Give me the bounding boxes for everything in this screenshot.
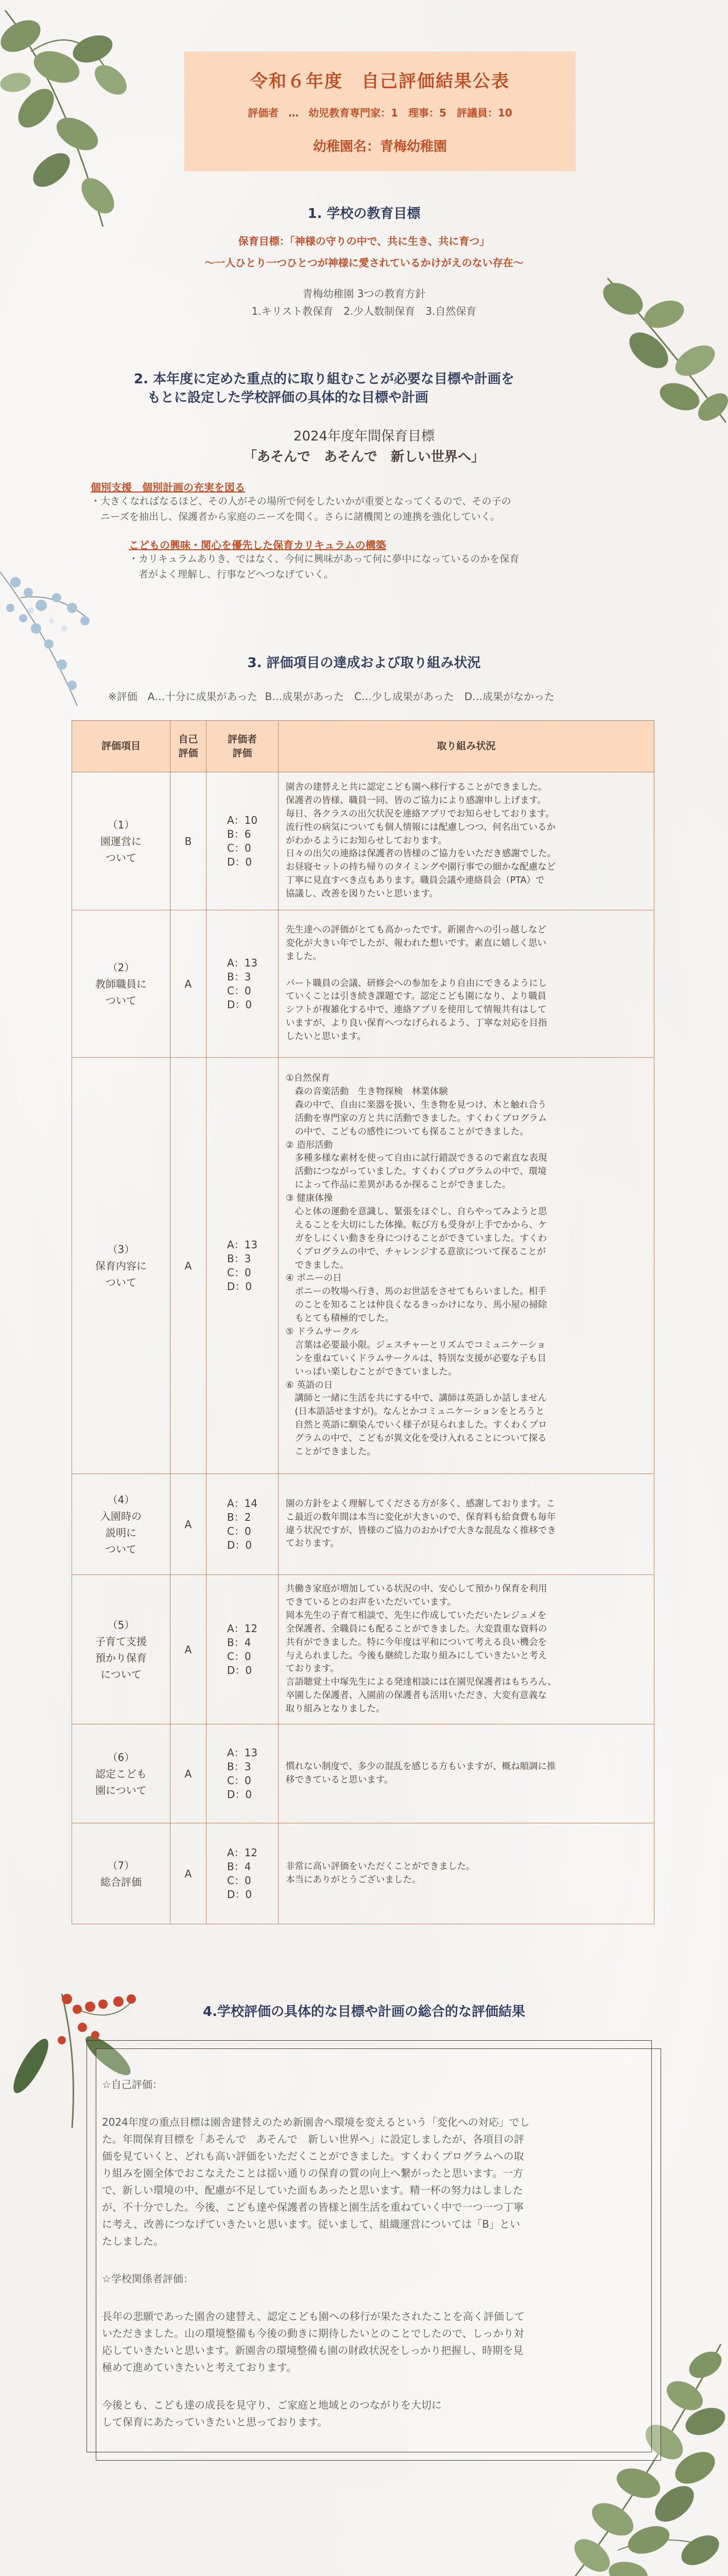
focus1-title: 個別支援 個別計画の充実を図る — [91, 481, 245, 494]
evaluator-counts: A：14 B：2 C：0 D：0 — [206, 1474, 279, 1575]
table-row — [72, 772, 654, 910]
self-evaluation: A — [170, 1724, 206, 1823]
childcare-goal-subtitle: ～一人ひとり一つひとつが神様に愛されているかけがえのない存在～ — [204, 257, 524, 269]
table-row — [72, 1724, 654, 1823]
header-box — [184, 52, 576, 171]
evaluators-detail: 幼児教育専門家：1 理事：5 評議員：10 — [308, 107, 512, 119]
table-row — [72, 910, 654, 1058]
evaluation-legend: ※評価 A…十分に成果があった B…成果があった C…少し成果があった D…成果がなかった — [108, 690, 555, 703]
focus2-title: こどもの興味・関心を優先した保育カリキュラムの構築 — [129, 539, 386, 551]
blue-flower-decoration — [0, 562, 103, 711]
focus1-text: ・大きくなればなるほど、その人がその場所で何をしたいかが重要となってくるので、その子の ニーズを抽出し、保護者から家庭のニーズを聞く。さらに諸機関との連携を強化していく。 — [91, 496, 511, 523]
eval-item: （4） 入園時の 説明に ついて — [72, 1474, 170, 1575]
table-row — [72, 1474, 654, 1575]
self-evaluation: A — [170, 1474, 206, 1575]
self-evaluation: A — [170, 1058, 206, 1474]
effort-status: 先生達への評価がとても高かったです。新園舎への引っ越しなど 変化が大きい年でしたが、報われた想いです。素直に嬉しく思い ました。 パート職員の会議、研修会への参加をより自由にできるようにし ていくことは引き続き課題です。認定こども園になり、より職員 シフトが複雑化する中で、連絡アプリを使用して情報共有はして いますが、より良い保育へつなげられるよう、丁寧な対応を目指 したいと思います。 — [279, 910, 654, 1058]
effort-status: 慣れない制度で、多少の混乱を感じる方もいますが、概ね順調に推 移できていると思います。 — [279, 1724, 654, 1823]
section4-heading: 4.学校評価の具体的な目標や計画の総合的な評価結果 — [203, 2004, 525, 2020]
self-evaluation: A — [170, 910, 206, 1058]
table-header-row — [72, 721, 654, 772]
page-title: 令和６年度 自己評価結果公表 — [250, 71, 510, 92]
eval-item: （2） 教師職員に ついて — [72, 910, 170, 1058]
section1-heading: 1. 学校の教育目標 — [307, 206, 421, 222]
policy-title: 青梅幼稚園 3つの教育方針 — [302, 287, 426, 300]
header-evaluator-eval: 評価者 評価 — [206, 721, 279, 772]
school-name: 幼稚園名：青梅幼稚園 — [313, 139, 447, 155]
eval-item: （6） 認定こども 園について — [72, 1724, 170, 1823]
section2-heading: 2. 本年度に定めた重点的に取り組むことが必要な目標や計画を もとに設定した学校評価の具体的な目標や計画 — [134, 371, 515, 406]
section3-heading: 3. 評価項目の達成および取り組み状況 — [247, 655, 481, 671]
self-eval-text: 2024年度の重点目標は園舎建替えのため新園舎へ環境を変えるという「変化への対応」でし た。年間保育目標を「あそんで あそんで 新しい世界へ」に設定しましたが、各項目の評 価を見ていくと、どれも高い評価をいただくことができました。すくわくプログラムへの取 り組みを園全体でおこなえたことは揺い通りの保育の質の向上へ繋がったと思います。一方 で、新しい環境の中、配慮が不足していた面もあったと思います。精一杯の努力はしました が、不十分でした。今後、こども達や保護者の皆様と園生活を重ねていく中で一つ一つ丁寧 に考え、改善につなげていきたいと思います。従いまして、組織運営については「B」とい たしました。 — [102, 2116, 530, 2247]
eval-item: （3） 保育内容に ついて — [72, 1058, 170, 1474]
evaluation-table — [72, 720, 654, 1924]
effort-status: 園舎の建替えと共に認定こども園へ移行することができました。 保護者の皆様、職員一同、皆のご協力により感謝申し上げます。 毎日、各クラスの出欠状況を連絡アプリでお知らせしております。 流行性の病気についても個人情報には配慮しつつ、何名出ているか がわかるようにお知らせしております。 日々の出欠の連絡は保護者の皆様のご協力をいただき感謝でした。 お昼寝セットの持ち帰りのタイミングや園行事での細かな配慮など 丁寧に見直すべき点もあります。職員会議や連絡員会（PTA）で 協議し、改善を図りたいと思います。 — [279, 772, 654, 910]
eval-item: （1） 園運営に ついて — [72, 772, 170, 910]
evaluator-counts: A：10 B：6 C：0 D：0 — [206, 772, 279, 910]
effort-status: 共働き家庭が増加している状況の中、安心して預かり保育を利用 できているとのお声をいただいています。 岡本先生の子育て相談で、先生に作成していただいたレジュメを 全保護者、全職員にも配ることができました。大変貴重な資料の 共有ができました。特に今年度は平和について考える良い機会を 与えられました。今後も継続した取り組みにしていきたいと考え ております。 言語聴覚士中塚先生による発達相談には在園児保護者はもちろん、 卒園した保護者、入園前の保護者も活用いただき、大変有意義な 取り組みとなりました。 — [279, 1575, 654, 1724]
self-evaluation: A — [170, 1823, 206, 1924]
evaluator-counts: A：12 B：4 C：0 D：0 — [206, 1823, 279, 1924]
table-row — [72, 1575, 654, 1724]
related-eval-label: ☆学校関係者評価： — [102, 2273, 194, 2285]
evaluator-counts: A：12 B：4 C：0 D：0 — [206, 1575, 279, 1724]
self-eval-label: ☆自己評価： — [102, 2078, 163, 2091]
evaluators-separator: … — [288, 107, 299, 119]
evaluators-label: 評価者 — [248, 107, 279, 119]
annual-goal-slogan: 「あそんで あそんで 新しい世界へ」 — [243, 449, 484, 465]
evaluator-counts: A：13 B：3 C：0 D：0 — [206, 910, 279, 1058]
effort-status: 園の方針をよく理解してくださる方が多く、感謝しております。こ こ最近の数年間は本当に変化が大きいので、保育料も給食費も毎年 違う状況ですが、皆様のご協力のおかげで大きな混乱なく推移でき ております。 — [279, 1474, 654, 1575]
evaluator-counts: A：13 B：3 C：0 D：0 — [206, 1724, 279, 1823]
header-eval-item: 評価項目 — [72, 721, 170, 772]
evaluators-line — [184, 105, 576, 120]
focus2-text: ・カリキュラムありき、ではなく、今何に興味があって何に夢中になっているのかを保育 者がよく理解し、行事などへつなげていく。 — [129, 553, 519, 581]
self-evaluation: A — [170, 1575, 206, 1724]
summary-content — [102, 2076, 637, 2451]
annual-goal-label: 2024年度年間保育目標 — [293, 429, 435, 444]
table-row — [72, 1823, 654, 1924]
evaluator-counts: A：13 B：3 C：0 D：0 — [206, 1058, 279, 1474]
table-row — [72, 1058, 654, 1474]
childcare-goal: 保育目標：「神様の守りの中で、共に生き、共に育つ」 — [238, 235, 490, 247]
closing-text: 今後とも、こども達の成長を見守り、ご家庭と地域とのつながりを大切に して保育にあたっていきたいと思っております。 — [102, 2399, 442, 2428]
header-self-eval: 自己 評価 — [170, 721, 206, 772]
effort-status: ①自然保育 森の音楽活動 生き物探検 林業体験 森の中で、自由に楽器を扱い、生き物を見つけ、木と触れ合う 活動を専門家の方と共に活動できました。すくわくプログラム の中で、こどもの感性についても探ることができました。 ② 造形活動 多種多様な素材を使って自由に試行錯誤できるので素直な表現 活動につながっていました。すくわくプログラムの中で、環境 によって作品に差異があるか探ることができました。 ③ 健康体操 心と体の運動を意識し、緊張をほぐし、自らやってみようと思 えることを大切にした体操。転び方も受身が上手でかから、ケ ガをしにくい動きを身につけることができていました。すくわ くプログラムの中で、チャレンジする意欲について探ることが できました。 ④ ポニーの日 ポニーの牧場へ行き、馬のお世話をさせてもらいました。相手 のことを知ることは仲良くなるきっかけになり、馬小屋の掃除 もとても積極的でした。 ⑤ ドラムサークル 言葉は必要最小限。ジェスチャーとリズムでコミュニケーショ ンを重ねていくドラムサークルは、特別な支援が必要な子も目 いっぱい楽しむことができていました。 ⑥ 英語の日 講師と一緒に生活を共にする中で、講師は英語しか話しません (日本語話せますが)。なんとかコミュニケーションをとろうと 自然と英語に馴染んでいく様子が見られました。すくわくプロ グラムの中で、こどもが異文化を受け入れることについて探る ことができました。 — [279, 1058, 654, 1474]
effort-status: 非常に高い評価をいただくことができました。 本当にありがとうございました。 — [279, 1823, 654, 1924]
related-eval-text: 長年の悲願であった園舎の建替え、認定こども園への移行が果たされたことを高く評価して いただきました。山の環境整備も今後の動きに期待したいとのことでしたので、しっかり対 応していきたいと思います。新園舎の環境整備も園の財政状況をしっかり把握し、時期を見 極めて進めていきたいと考えております。 — [102, 2310, 525, 2374]
eval-item: （7） 総合評価 — [72, 1823, 170, 1924]
eval-item: （5） 子育て支援 預かり保育 について — [72, 1575, 170, 1724]
header-effort-status: 取り組み状況 — [279, 721, 654, 772]
policy-items: 1.キリスト教保育 2.少人数制保育 3.自然保育 — [251, 305, 477, 317]
self-evaluation: B — [170, 772, 206, 910]
